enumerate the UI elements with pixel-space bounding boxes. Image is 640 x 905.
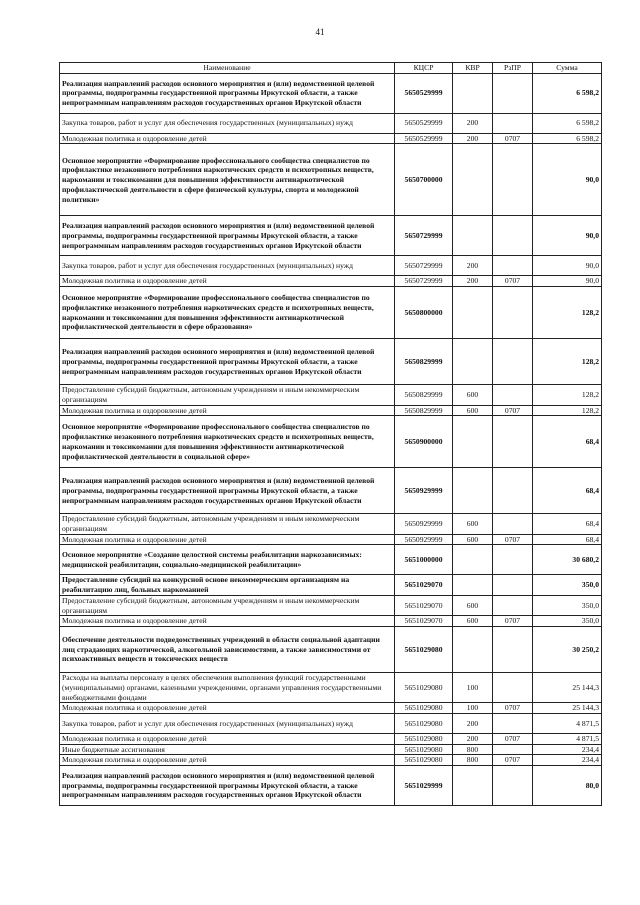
cell-kcsr: 5650529999	[395, 113, 453, 133]
cell-kcsr: 5650729999	[395, 276, 453, 287]
cell-sum: 68,4	[533, 534, 602, 545]
cell-name: Закупка товаров, работ и услуг для обеспечения государственных (муниципальных) нужд	[60, 113, 395, 133]
cell-rzpr	[493, 744, 533, 755]
cell-rzpr	[493, 287, 533, 339]
cell-kcsr: 5650829999	[395, 385, 453, 405]
cell-name: Предоставление субсидий бюджетным, автономным учреждениям и иным некоммерческим организациям	[60, 514, 395, 534]
cell-kcsr: 5650829999	[395, 339, 453, 385]
cell-name: Молодежная политика и оздоровление детей	[60, 733, 395, 744]
table-body	[60, 73, 602, 805]
cell-sum: 6 598,2	[533, 73, 602, 113]
cell-kvr: 600	[453, 405, 493, 416]
table-header-row	[60, 63, 602, 74]
cell-rzpr: 0707	[493, 276, 533, 287]
cell-sum: 350,0	[533, 616, 602, 627]
cell-sum: 234,4	[533, 755, 602, 766]
cell-kvr: 800	[453, 744, 493, 755]
cell-rzpr	[493, 339, 533, 385]
cell-kvr: 200	[453, 276, 493, 287]
cell-rzpr: 0707	[493, 616, 533, 627]
cell-name: Молодежная политика и оздоровление детей	[60, 133, 395, 144]
cell-sum: 90,0	[533, 144, 602, 216]
table-row	[60, 405, 602, 416]
cell-rzpr	[493, 256, 533, 276]
cell-sum: 128,2	[533, 405, 602, 416]
cell-name: Реализация направлений расходов основного мероприятия и (или) ведомственной целевой программы, подпрограммы государственной программы Иркутской области, а также непрограммным направлениям расходов государственных органов Иркутской области	[60, 216, 395, 256]
cell-kcsr: 5651029080	[395, 733, 453, 744]
cell-sum: 80,0	[533, 766, 602, 806]
cell-kcsr: 5651029999	[395, 766, 453, 806]
cell-kvr	[453, 468, 493, 514]
table-row	[60, 713, 602, 733]
cell-kcsr: 5650529999	[395, 73, 453, 113]
cell-sum: 128,2	[533, 287, 602, 339]
cell-kcsr: 5651029080	[395, 713, 453, 733]
cell-kvr: 600	[453, 385, 493, 405]
header-kvr: КВР	[453, 63, 493, 74]
cell-sum: 68,4	[533, 468, 602, 514]
cell-kcsr: 5650929999	[395, 468, 453, 514]
table-row	[60, 766, 602, 806]
cell-rzpr	[493, 595, 533, 615]
table-row	[60, 733, 602, 744]
cell-name: Молодежная политика и оздоровление детей	[60, 276, 395, 287]
cell-rzpr	[493, 468, 533, 514]
table-row	[60, 287, 602, 339]
cell-kcsr: 5651029070	[395, 575, 453, 595]
table-row	[60, 73, 602, 113]
table-row	[60, 514, 602, 534]
cell-rzpr: 0707	[493, 534, 533, 545]
cell-sum: 4 871,5	[533, 733, 602, 744]
cell-rzpr	[493, 385, 533, 405]
cell-kcsr: 5651029080	[395, 673, 453, 703]
table-row	[60, 276, 602, 287]
cell-kvr	[453, 575, 493, 595]
cell-name: Обеспечение деятельности подведомственных учреждений в области социальной адаптации лиц страдающих наркотической, алкогольной зависимостями, а также зависимостями от психоактивных веществ и токсических веществ	[60, 627, 395, 673]
cell-name: Молодежная политика и оздоровление детей	[60, 616, 395, 627]
cell-sum: 25 144,3	[533, 703, 602, 714]
cell-sum: 68,4	[533, 514, 602, 534]
cell-name: Молодежная политика и оздоровление детей	[60, 703, 395, 714]
cell-kcsr: 5650929999	[395, 514, 453, 534]
table-row	[60, 545, 602, 575]
cell-kvr	[453, 287, 493, 339]
header-kcsr: КЦСР	[395, 63, 453, 74]
cell-kcsr: 5650800000	[395, 287, 453, 339]
cell-kvr	[453, 144, 493, 216]
cell-rzpr: 0707	[493, 703, 533, 714]
cell-sum: 350,0	[533, 575, 602, 595]
cell-sum: 6 598,2	[533, 133, 602, 144]
cell-kvr: 600	[453, 595, 493, 615]
cell-kcsr: 5650929999	[395, 534, 453, 545]
cell-rzpr	[493, 416, 533, 468]
page-number: 41	[315, 27, 325, 37]
cell-kvr: 200	[453, 713, 493, 733]
cell-sum: 90,0	[533, 216, 602, 256]
cell-rzpr	[493, 766, 533, 806]
cell-kvr: 100	[453, 673, 493, 703]
cell-kvr: 600	[453, 616, 493, 627]
cell-rzpr: 0707	[493, 733, 533, 744]
cell-sum: 90,0	[533, 256, 602, 276]
table-row	[60, 744, 602, 755]
cell-sum: 68,4	[533, 416, 602, 468]
table-row	[60, 256, 602, 276]
cell-name: Основное мероприятие «Создание целостной системы реабилитации наркозависимых: медицинской реабилитации, социально-медицинской реабилитации»	[60, 545, 395, 575]
cell-name: Реализация направлений расходов основного мероприятия и (или) ведомственной целевой программы, подпрограммы государственной программы Иркутской области, а также непрограммным направлениям расходов государственных органов Иркутской области	[60, 468, 395, 514]
table-row	[60, 416, 602, 468]
cell-kvr	[453, 545, 493, 575]
cell-kvr	[453, 216, 493, 256]
table-row	[60, 673, 602, 703]
cell-name: Молодежная политика и оздоровление детей	[60, 405, 395, 416]
header-name: Наименование	[60, 63, 395, 74]
cell-kcsr: 5650829999	[395, 405, 453, 416]
cell-sum: 30 250,2	[533, 627, 602, 673]
cell-rzpr	[493, 144, 533, 216]
cell-kvr: 200	[453, 113, 493, 133]
table-row	[60, 216, 602, 256]
cell-name: Реализация направлений расходов основного мероприятия и (или) ведомственной целевой программы, подпрограммы государственной программы Иркутской области, а также непрограммным направлениям расходов государственных органов Иркутской области	[60, 339, 395, 385]
cell-sum: 25 144,3	[533, 673, 602, 703]
cell-sum: 128,2	[533, 339, 602, 385]
cell-rzpr: 0707	[493, 133, 533, 144]
cell-sum: 30 680,2	[533, 545, 602, 575]
cell-rzpr	[493, 627, 533, 673]
cell-kvr: 200	[453, 133, 493, 144]
budget-table	[59, 62, 602, 806]
cell-kvr	[453, 73, 493, 113]
cell-kvr: 600	[453, 534, 493, 545]
cell-name: Расходы на выплаты персоналу в целях обеспечения выполнения функций государственными (муниципальными) органами, казенными учреждениями, органами управления государственными внебюджетными фондами	[60, 673, 395, 703]
cell-kvr	[453, 627, 493, 673]
table-row	[60, 385, 602, 405]
table-row	[60, 595, 602, 615]
cell-name: Молодежная политика и оздоровление детей	[60, 755, 395, 766]
cell-kvr: 600	[453, 514, 493, 534]
cell-rzpr	[493, 575, 533, 595]
cell-sum: 128,2	[533, 385, 602, 405]
cell-kvr: 100	[453, 703, 493, 714]
table-row	[60, 113, 602, 133]
cell-rzpr	[493, 713, 533, 733]
cell-rzpr	[493, 216, 533, 256]
cell-kvr	[453, 339, 493, 385]
cell-sum: 350,0	[533, 595, 602, 615]
cell-name: Основное мероприятие «Формирование профессионального сообщества специалистов по профилактике незаконного потребления наркотических средств и психотропных веществ, наркомании и токсикомании для повышения эффективности антинаркотической профилактической деятельности в сфере физической культуры, спорта и молодежной политики»	[60, 144, 395, 216]
table-row	[60, 468, 602, 514]
cell-kcsr: 5650529999	[395, 133, 453, 144]
cell-kcsr: 5650729999	[395, 256, 453, 276]
cell-sum: 6 598,2	[533, 113, 602, 133]
cell-kcsr: 5650729999	[395, 216, 453, 256]
cell-name: Предоставление субсидий бюджетным, автономным учреждениям и иным некоммерческим организациям	[60, 385, 395, 405]
table-row	[60, 339, 602, 385]
cell-name: Предоставление субсидий на конкурсной основе некоммерческим организациям на реабилитацию лиц, больных наркоманией	[60, 575, 395, 595]
cell-kcsr: 5651029070	[395, 616, 453, 627]
table-row	[60, 616, 602, 627]
table-row	[60, 575, 602, 595]
table-row	[60, 627, 602, 673]
cell-kcsr: 5651000000	[395, 545, 453, 575]
cell-rzpr	[493, 673, 533, 703]
cell-kvr	[453, 766, 493, 806]
cell-name: Иные бюджетные ассигнования	[60, 744, 395, 755]
cell-kcsr: 5650700000	[395, 144, 453, 216]
cell-name: Реализация направлений расходов основного мероприятия и (или) ведомственной целевой программы, подпрограммы государственной программы Иркутской области, а также непрограммным направлениям расходов государственных органов Иркутской области	[60, 73, 395, 113]
cell-name: Закупка товаров, работ и услуг для обеспечения государственных (муниципальных) нужд	[60, 256, 395, 276]
header-rzpr: РзПР	[493, 63, 533, 74]
cell-kcsr: 5651029080	[395, 703, 453, 714]
table-row	[60, 534, 602, 545]
cell-name: Закупка товаров, работ и услуг для обеспечения государственных (муниципальных) нужд	[60, 713, 395, 733]
cell-rzpr	[493, 73, 533, 113]
cell-name: Реализация направлений расходов основного мероприятия и (или) ведомственной целевой программы, подпрограммы государственной программы Иркутской области, а также непрограммным направлениям расходов государственных органов Иркутской области	[60, 766, 395, 806]
table-row	[60, 133, 602, 144]
cell-name: Основное мероприятие «Формирование профессионального сообщества специалистов по профилактике незаконного потребления наркотических средств и психотропных веществ, наркомании и токсикомании для повышения эффективности антинаркотической профилактической деятельности в сфере образования»	[60, 287, 395, 339]
cell-kcsr: 5651029080	[395, 755, 453, 766]
table-row	[60, 755, 602, 766]
cell-rzpr	[493, 113, 533, 133]
cell-sum: 90,0	[533, 276, 602, 287]
cell-name: Предоставление субсидий бюджетным, автономным учреждениям и иным некоммерческим организациям	[60, 595, 395, 615]
cell-rzpr: 0707	[493, 755, 533, 766]
cell-kcsr: 5651029070	[395, 595, 453, 615]
table-row	[60, 144, 602, 216]
cell-sum: 234,4	[533, 744, 602, 755]
cell-kcsr: 5651029080	[395, 744, 453, 755]
cell-name: Молодежная политика и оздоровление детей	[60, 534, 395, 545]
cell-rzpr	[493, 545, 533, 575]
cell-kvr: 200	[453, 733, 493, 744]
cell-kvr: 800	[453, 755, 493, 766]
cell-name: Основное мероприятие «Формирование профессионального сообщества специалистов по профилактике незаконного потребления наркотических средств и психотропных веществ, наркомании и токсикомании для повышения эффективности антинаркотической профилактической деятельности в социальной сфере»	[60, 416, 395, 468]
cell-rzpr	[493, 514, 533, 534]
cell-kvr	[453, 416, 493, 468]
table-row	[60, 703, 602, 714]
cell-kcsr: 5651029080	[395, 627, 453, 673]
cell-rzpr: 0707	[493, 405, 533, 416]
header-sum: Сумма	[533, 63, 602, 74]
cell-kcsr: 5650900000	[395, 416, 453, 468]
cell-sum: 4 871,5	[533, 713, 602, 733]
cell-kvr: 200	[453, 256, 493, 276]
